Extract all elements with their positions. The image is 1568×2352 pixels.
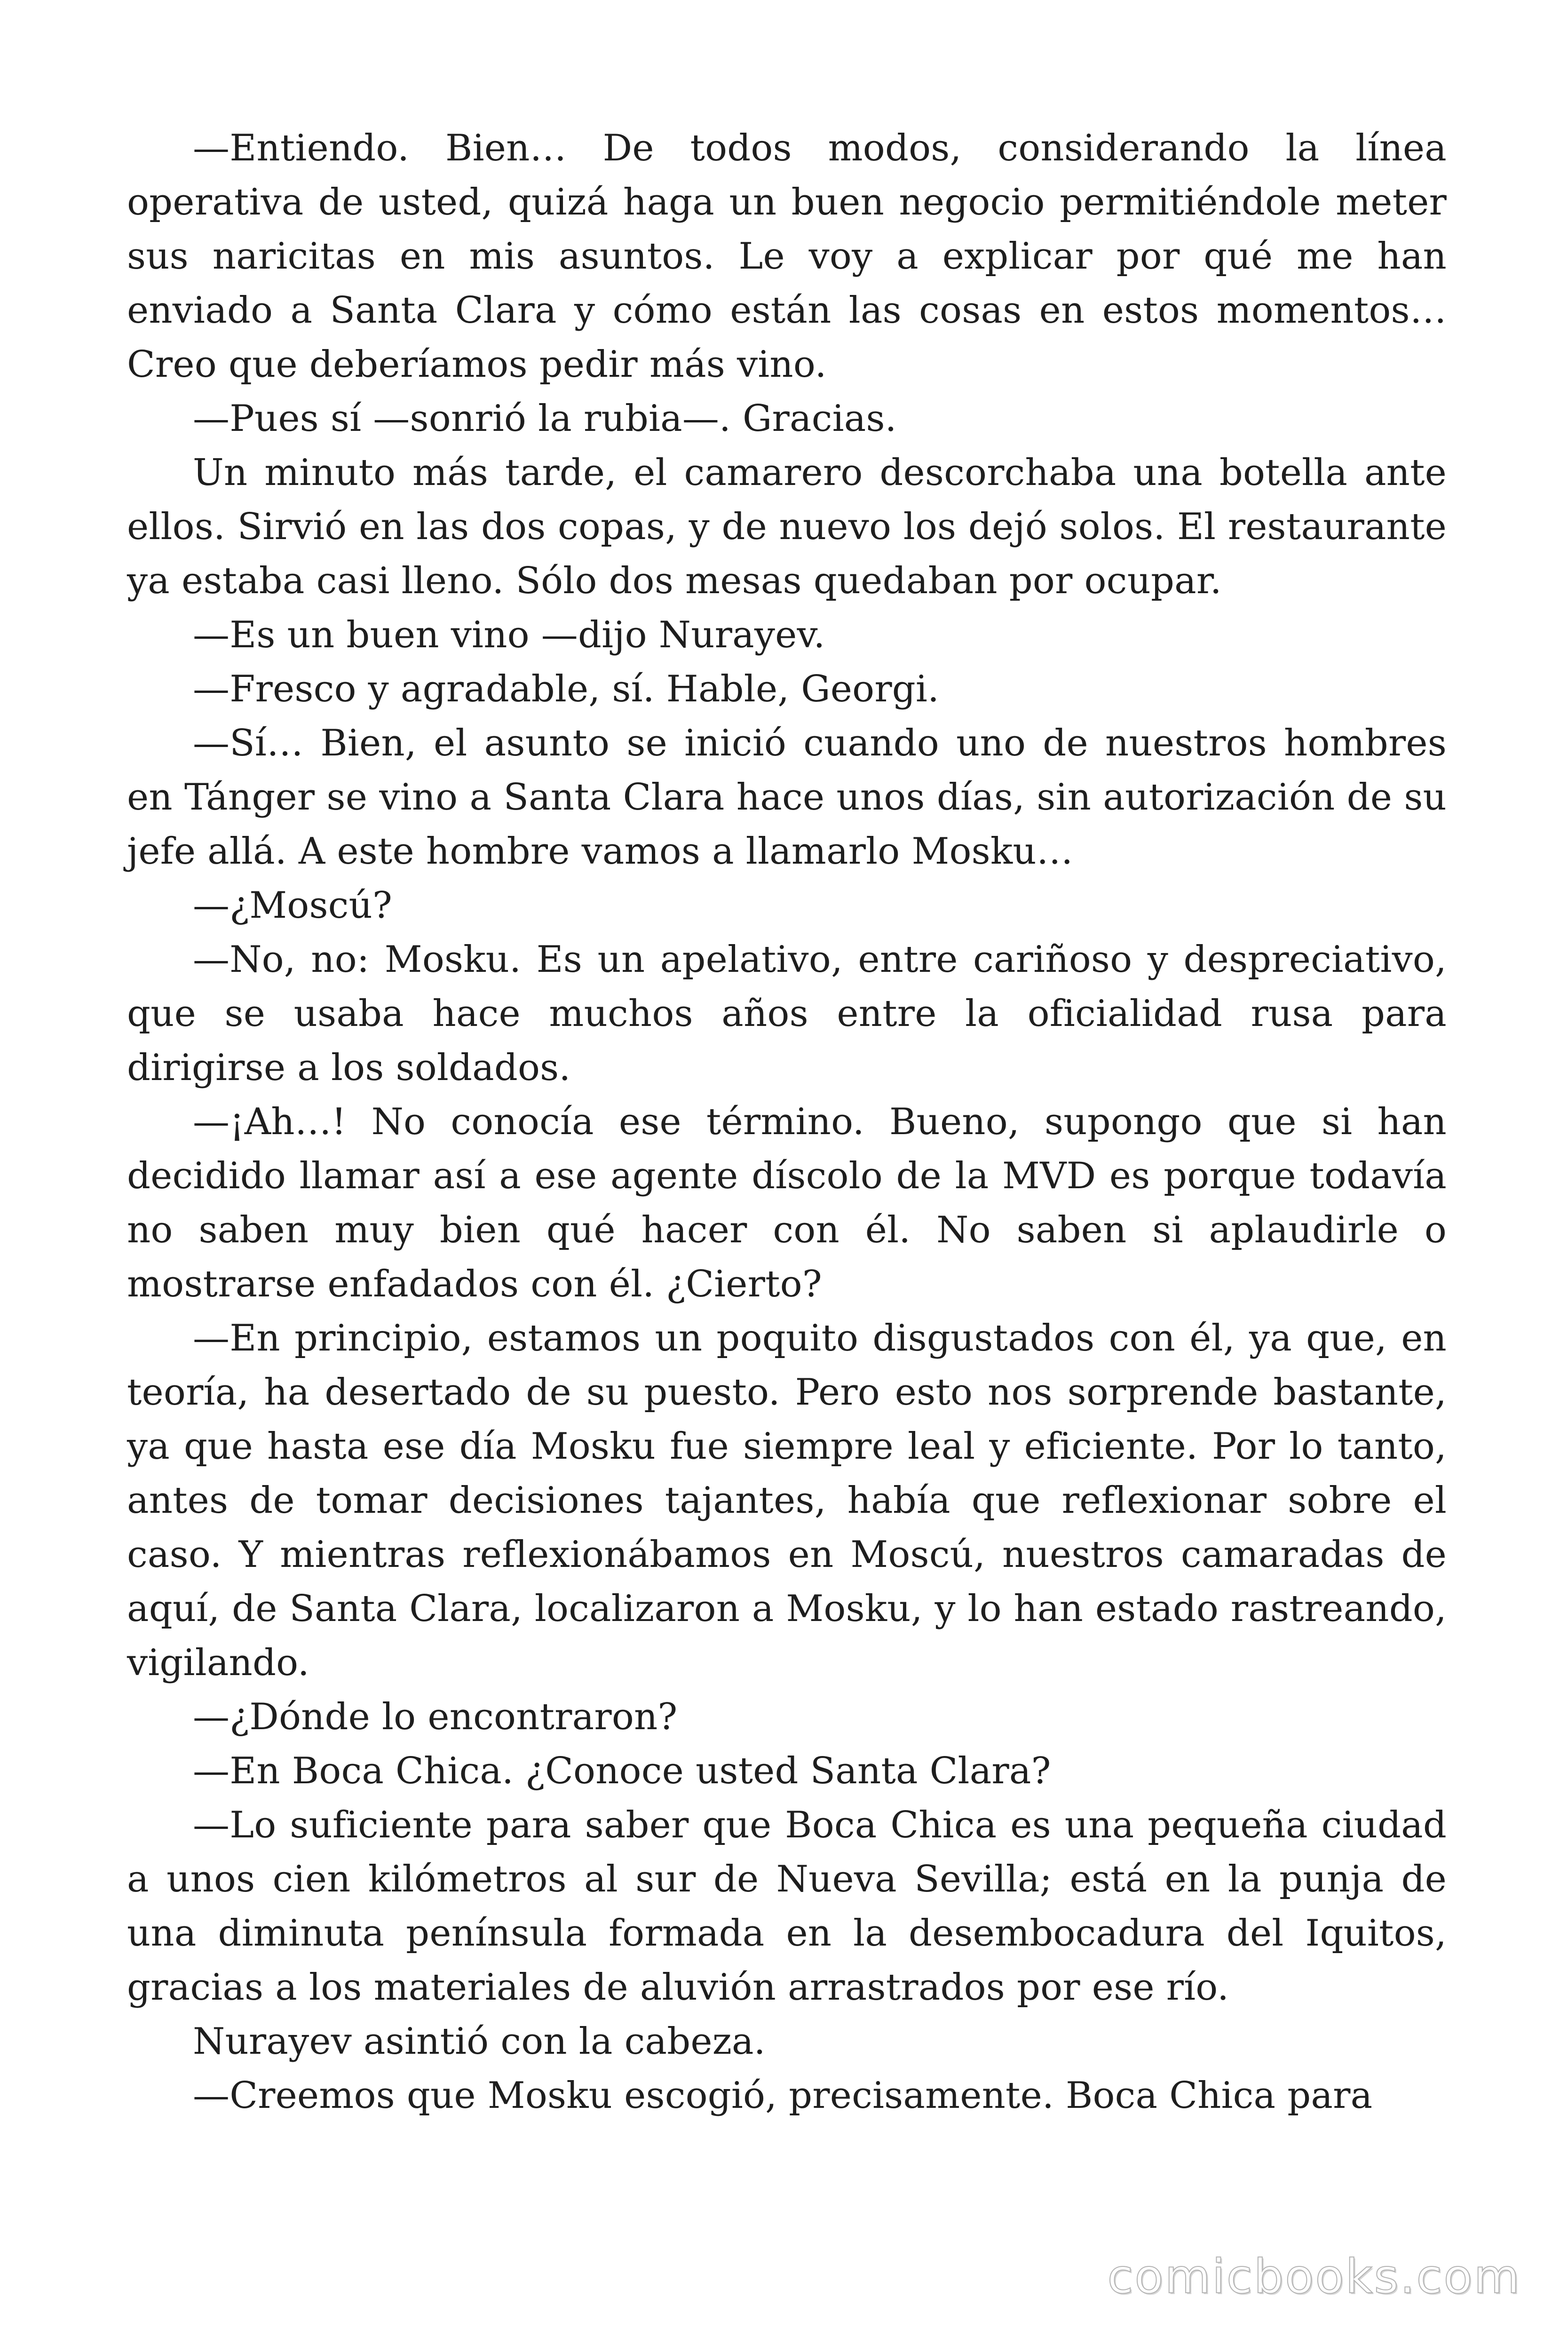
page-body: [127, 121, 1447, 2123]
paragraph: —¿Dónde lo encontraron?: [193, 1696, 678, 1738]
paragraph: —En Boca Chica. ¿Conoce usted Santa Clara?: [193, 1750, 1051, 1792]
paragraph: —¿Moscú?: [193, 884, 393, 927]
paragraph: Nurayev asintió con la cabeza.: [193, 2020, 766, 2063]
paragraph: —Fresco y agradable, sí. Hable, Georgi.: [193, 668, 940, 710]
paragraph: —Pues sí —sonrió la rubia—. Gracias.: [193, 397, 897, 440]
paragraph: —Sí… Bien, el asunto se inició cuando uno de nuestros hombres en Tánger se vino a Santa Clara hace unos días, sin autorización de su jefe allá. A este hombre vamos a llamarlo Mosku…: [127, 722, 1447, 873]
paragraph: —Lo suficiente para saber que Boca Chica es una pequeña ciudad a unos cien kilómetros al sur de Nueva Sevilla; está en la punja de una diminuta península formada en la desembocadura del Iquitos, gracias a los materiales de aluvión arrastrados por ese río.: [127, 1804, 1447, 2009]
paragraph: —Creemos que Mosku escogió, precisamente. Boca Chica para: [193, 2074, 1373, 2117]
paragraph: —En principio, estamos un poquito disgustados con él, ya que, en teoría, ha desertado de su puesto. Pero esto nos sorprende bastante, ya que hasta ese día Mosku fue siempre leal y eficiente. Por lo tanto, antes de tomar decisiones tajantes, había que reflexionar sobre el caso. Y mientras reflexionábamos en Moscú, nuestros camaradas de aquí, de Santa Clara, localizaron a Mosku, y lo han estado rastreando, vigilando.: [127, 1317, 1447, 1684]
paragraph: —¡Ah…! No conocía ese término. Bueno, supongo que si han decidido llamar así a ese agente díscolo de la MVD es porque todavía no saben muy bien qué hacer con él. No saben si aplaudirle o mostrarse enfadados con él. ¿Cierto?: [127, 1101, 1447, 1305]
paragraph: —Entiendo. Bien… De todos modos, considerando la línea operativa de usted, quizá haga un buen negocio permitiéndole meter sus naricitas en mis asuntos. Le voy a explicar por qué me han enviado a Santa Clara y cómo están las cosas en estos momentos… Creo que deberíamos pedir más vino.: [127, 127, 1447, 386]
paragraph: Un minuto más tarde, el camarero descorchaba una botella ante ellos. Sirvió en las dos copas, y de nuevo los dejó solos. El restaurante ya estaba casi lleno. Sólo dos mesas quedaban por ocupar.: [127, 452, 1447, 602]
paragraph: —No, no: Mosku. Es un apelativo, entre cariñoso y despreciativo, que se usaba hace muchos años entre la oficialidad rusa para dirigirse a los soldados.: [127, 938, 1447, 1089]
watermark: comicbooks.com: [1107, 2249, 1521, 2304]
paragraph: —Es un buen vino —dijo Nurayev.: [193, 614, 825, 656]
